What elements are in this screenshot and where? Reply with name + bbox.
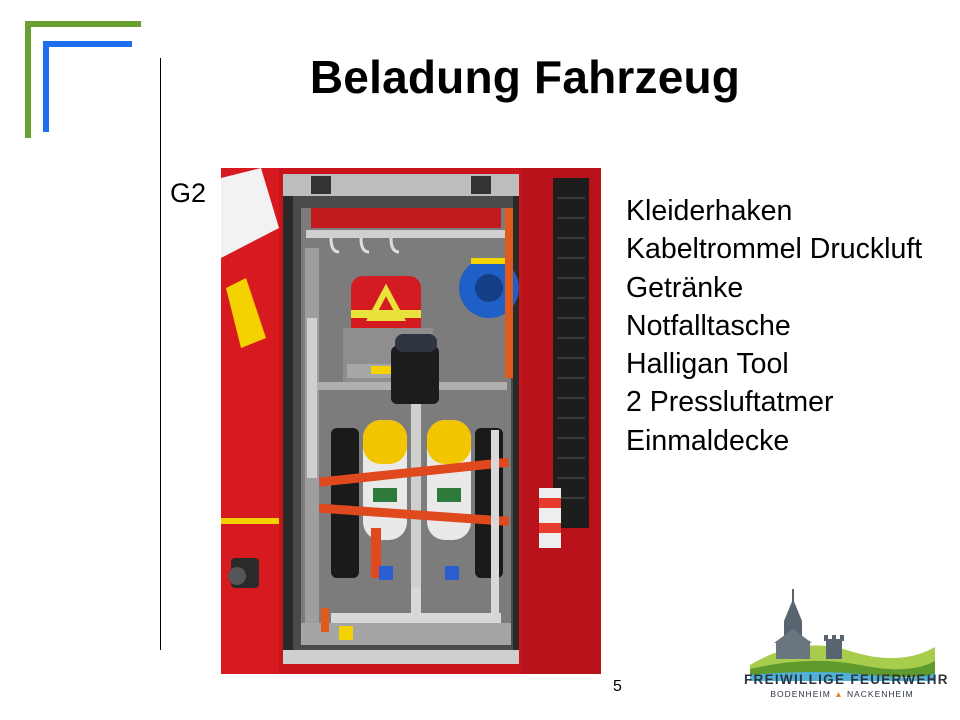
logo-towns [744, 689, 940, 699]
list-item: Kabeltrommel Druckluft [626, 233, 923, 266]
slide-title: Beladung Fahrzeug [309, 51, 741, 103]
corner-accent-lines [0, 0, 160, 150]
flame-icon: ▲ [834, 689, 844, 699]
logo-name: FREIWILLIGE FEUERWEHR [744, 672, 949, 687]
vertical-divider [160, 58, 161, 650]
list-item: Einmaldecke [626, 424, 790, 457]
equipment-list [626, 192, 922, 460]
list-item: 2 Pressluftatmer [626, 386, 834, 419]
list-item: Getränke [626, 271, 744, 304]
logo-town-right: NACKENHEIM [846, 689, 914, 699]
compartment-photo [221, 168, 601, 674]
list-item: Halligan Tool [626, 348, 789, 381]
list-item: Notfalltasche [626, 309, 791, 342]
logo-caption [744, 672, 949, 699]
logo-town-left: BODENHEIM [770, 689, 831, 699]
compartment-label: G2 [170, 178, 207, 208]
page-number: 5 [613, 678, 622, 695]
list-item: Kleiderhaken [626, 195, 793, 227]
